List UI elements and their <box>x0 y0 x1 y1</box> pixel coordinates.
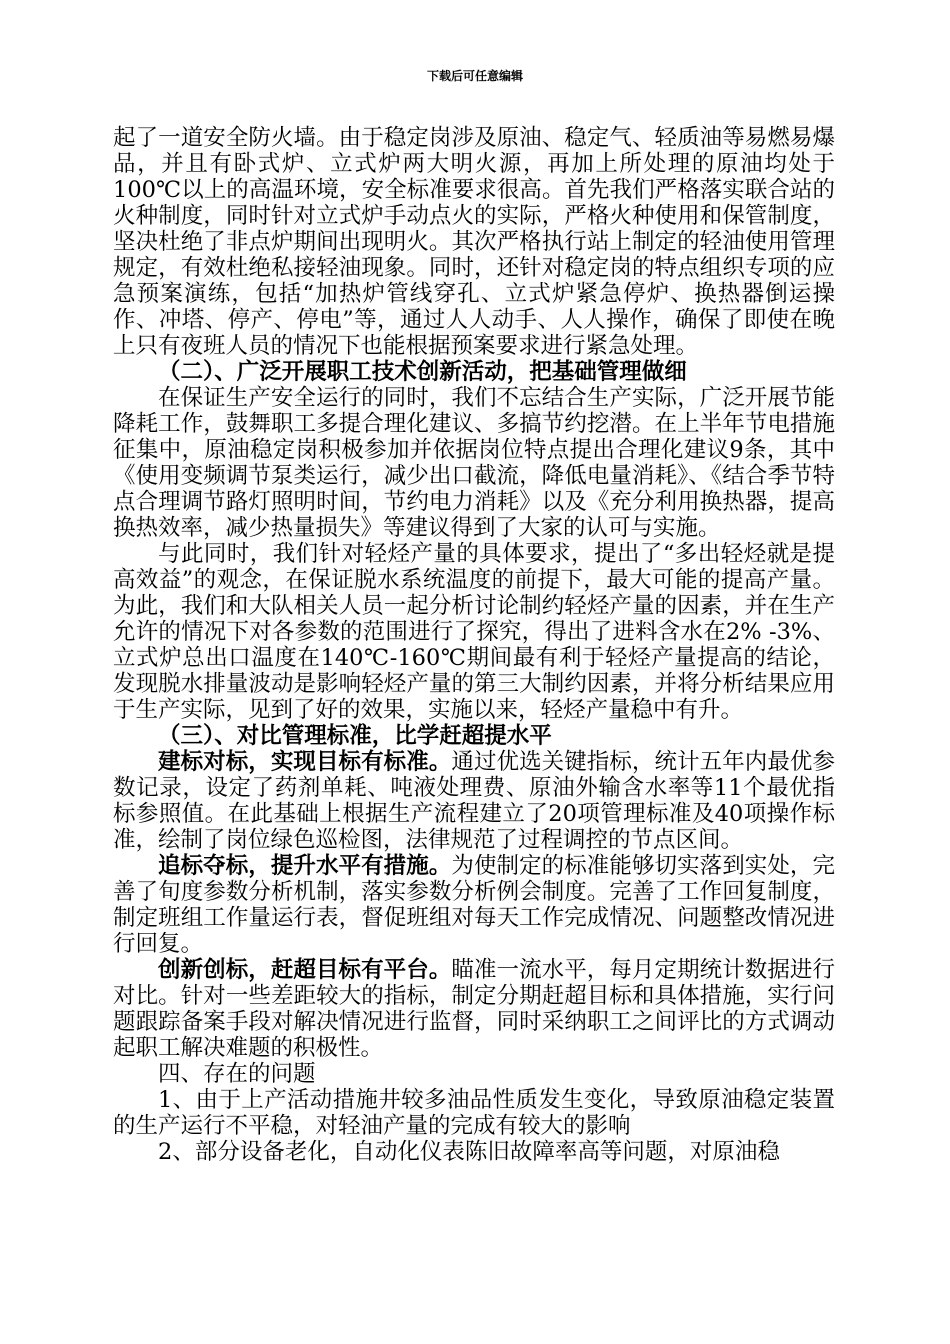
paragraph-innovation <box>113 957 835 1061</box>
paragraph-lead: 创新创标，赶超目标有平台。 <box>158 957 452 983</box>
paragraph-lead: 追标夺标，提升水平有措施。 <box>158 853 452 879</box>
paragraph-continuation: 起了一道安全防火墙。由于稳定岗涉及原油、稳定气、轻质油等易燃易爆品，并且有卧式炉、立式炉两大明火源，再加上所处理的原油均处于100℃以上的高温环境，安全标准要求很高。首先我们严格落实联合站的火种制度，同时针对立式炉手动点火的实际，严格火种使用和保管制度，坚决杜绝了非点炉期间出现明火。其次严格执行站上制定的轻油使用管理规定，有效杜绝私接轻油现象。同时，还针对稳定岗的特点组织专项的应急预案演练，包括“加热炉管线穿孔、立式炉紧急停炉、换热器倒运操作、冲塔、停产、停电”等，通过人人动手、人人操作，确保了即使在晚上只有夜班人员的情况下也能根据预案要求进行紧急处理。 <box>113 125 835 359</box>
page-header: 下载后可任意编辑 <box>426 69 523 83</box>
document-body <box>113 125 835 1165</box>
paragraph-chasing-standard <box>113 853 835 957</box>
paragraph-text: 通过优选关键指标，统计五年内最优参数记录，设定了药剂单耗、吨液处理费、原油外输含水率等11个最优指标参照值。在此基础上根据生产流程建立了20项管理标准及40项操作标准，绘制了岗位绿色巡检图，法律规范了过程调控的节点区间。 <box>113 749 835 853</box>
problem-item-2: 2、部分设备老化，自动化仪表陈旧故障率高等问题，对原油稳 <box>158 1139 780 1165</box>
section-heading-4: 四、存在的问题 <box>158 1061 316 1087</box>
paragraph-text: 瞄准一流水平，每月定期统计数据进行对比。针对一些差距较大的指标，制定分期赶超目标和具体措施，实行问题跟踪备案手段对解决情况进行监督，同时采纳职工之间评比的方式调动起职工解决难题的积极性。 <box>113 957 835 1061</box>
problem-item-1: 1、由于上产活动措施井较多油品性质发生变化，导致原油稳定装置的生产运行不平稳，对轻油产量的完成有较大的影响 <box>113 1087 835 1139</box>
section-heading-2: （二）、广泛开展职工技术创新活动，把基础管理做细 <box>158 359 687 385</box>
paragraph-lead: 建标对标，实现目标有标准。 <box>158 749 452 775</box>
paragraph-energy-saving: 在保证生产安全运行的同时，我们不忘结合生产实际，广泛开展节能降耗工作，鼓舞职工多提合理化建议、多搞节约挖潜。在上半年节电措施征集中，原油稳定岗积极参加并依据岗位特点提出合理化建议9条，其中《使用变频调节泵类运行，减少出口截流，降低电量消耗》、《结合季节特点合理调节路灯照明时间，节约电力消耗》以及《充分利用换热器，提高换热效率，减少热量损失》等建议得到了大家的认可与实施。 <box>113 385 835 541</box>
paragraph-benchmarking <box>113 749 835 853</box>
section-heading-3: （三）、对比管理标准，比学赶超提水平 <box>158 723 552 749</box>
paragraph-text: 为使制定的标准能够切实落到实处，完善了旬度参数分析机制，落实参数分析例会制度。完善了工作回复制度，制定班组工作量运行表，督促班组对每天工作完成情况、问题整改情况进行回复。 <box>113 853 835 957</box>
paragraph-light-hydrocarbon: 与此同时，我们针对轻烃产量的具体要求，提出了“多出轻烃就是提高效益”的观念，在保证脱水系统温度的前提下，最大可能的提高产量。为此，我们和大队相关人员一起分析讨论制约轻烃产量的因素，并在生产允许的情况下对各参数的范围进行了探究，得出了进料含水在2% -3%、立式炉总出口温度在140℃-160℃期间最有利于轻烃产量提高的结论，发现脱水排量波动是影响轻烃产量的第三大制约因素，并将分析结果应用于生产实际，见到了好的效果，实施以来，轻烃产量稳中有升。 <box>113 541 835 723</box>
